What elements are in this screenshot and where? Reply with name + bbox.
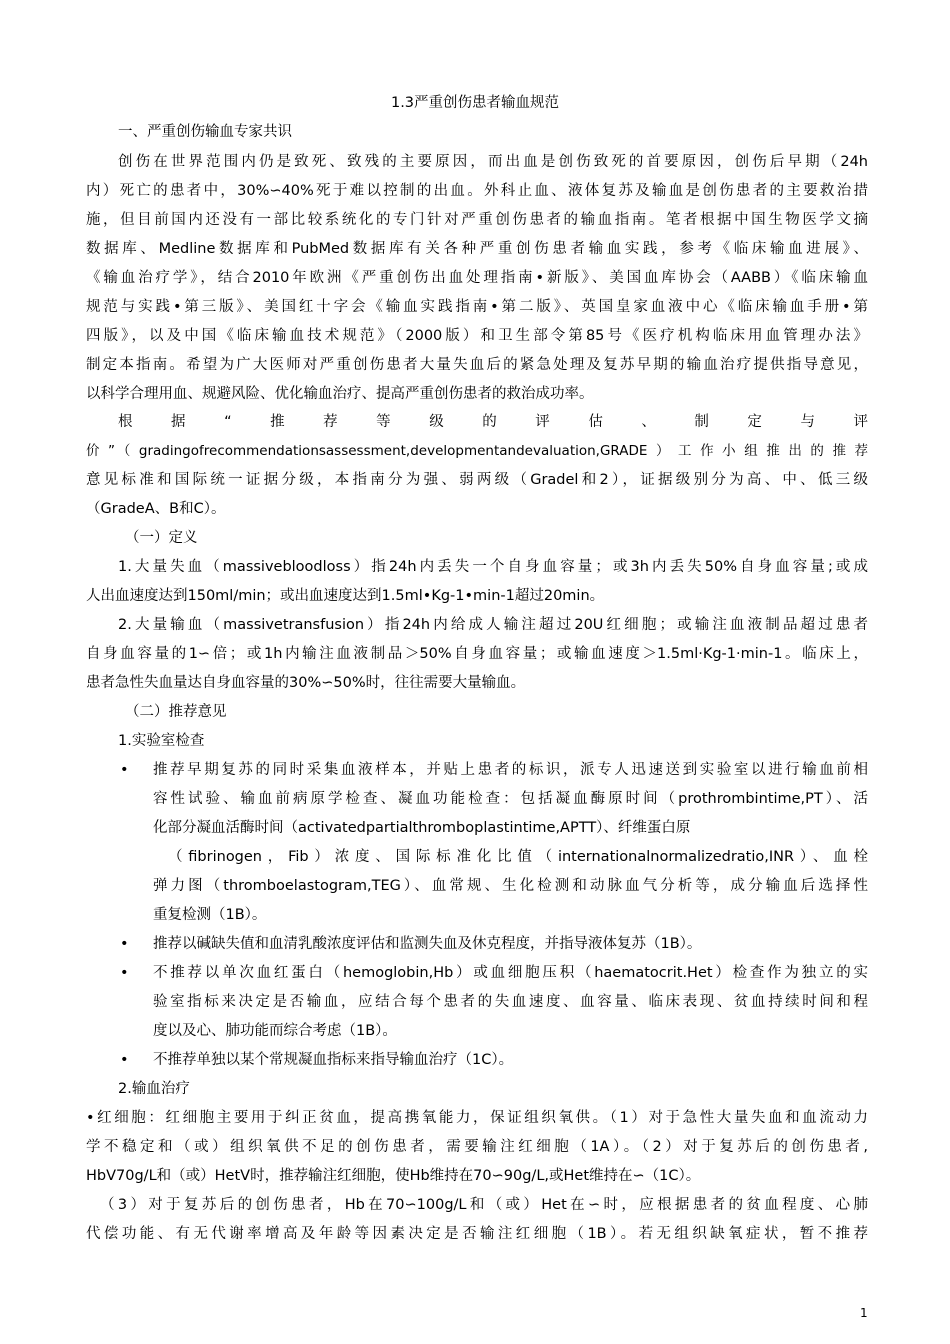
paragraph-line: 1.大量失血（massivebloodloss）指24h内丢失一个自身血容量；或3h内丢失50%自身血容量;或成: [118, 559, 868, 575]
bullet-line: 重复检测（1B）。: [153, 907, 267, 923]
bullet-marker: •: [120, 936, 129, 952]
paragraph-line: 价”（gradingofrecommendationsassessment,developmentandevaluation,GRADE）工作小组推出的推荐: [86, 443, 868, 459]
bullet-line: 不推荐以单次血红蛋白（hemoglobin,Hb）或血细胞压积（haematocrit.Het）检查作为独立的实: [153, 965, 868, 981]
paragraph-line: 规范与实践•第三版》、美国红十字会《输血实践指南•第二版》、英国皇家血液中心《临床输血手册•第: [86, 299, 868, 315]
paragraph-line: 制定本指南。希望为广大医师对严重创伤患者大量失血后的紧急处理及复苏早期的输血治疗提供指导意见，: [86, 357, 868, 373]
bullet-line: 推荐以碱缺失值和血清乳酸浓度评估和监测失血及休克程度，并指导液体复苏（1B）。: [153, 936, 702, 952]
paragraph-line: 根据“推荐等级的评估、制定与评: [118, 414, 868, 430]
bullet-line: 不推荐单独以某个常规凝血指标来指导输血治疗（1C）。: [153, 1052, 514, 1068]
document-title: 1.3严重创伤患者输血规范: [390, 95, 560, 111]
paragraph-line: （3）对于复苏后的创伤患者，Hb在70∽100g/L和（或）Het在∽时，应根据患者的贫血程度、心肺: [100, 1197, 868, 1213]
paragraph-line: 四版》，以及中国《临床输血技术规范》（2000版）和卫生部令第85号《医疗机构临床用血管理办法》: [86, 328, 868, 344]
bullet-line: 弹力图（thromboelastogram,TEG）、血常规、生化检测和动脉血气分析等，成分输血后选择性: [153, 878, 868, 894]
bullet-line: 推荐早期复苏的同时采集血液样本，并贴上患者的标识，派专人迅速送到实验室以进行输血前相: [153, 762, 868, 778]
bullet-marker: •: [120, 1052, 129, 1068]
subsection-heading: 2.输血治疗: [118, 1081, 190, 1097]
bullet-line: 度以及心、肺功能而综合考虑（1B）。: [153, 1023, 397, 1039]
paragraph-line: 2.大量输血（massivetransfusion）指24h内给成人输注超过20U红细胞；或输注血液制品超过患者: [118, 617, 868, 633]
paragraph-line: 数据库、Medline数据库和PubMed数据库有关各种严重创伤患者输血实践，参考《临床输血进展》、: [86, 241, 868, 257]
paragraph-line: 以科学合理用血、规避风险、优化输血治疗、提高严重创伤患者的救治成功率。: [86, 386, 594, 402]
paragraph-line: 患者急性失血量达自身血容量的30%∽50%时，往往需要大量输血。: [86, 675, 526, 691]
bullet-marker: •: [120, 965, 129, 981]
bullet-line: 验室指标来决定是否输血，应结合每个患者的失血速度、血容量、临床表现、贫血持续时间和程: [153, 994, 868, 1010]
paragraph-line: 施，但目前国内还没有一部比较系统化的专门针对严重创伤患者的输血指南。笔者根据中国生物医学文摘: [86, 212, 868, 228]
paragraph-line: 代偿功能、有无代谢率增高及年龄等因素决定是否输注红细胞（1B）。若无组织缺氧症状，暂不推荐: [86, 1226, 868, 1242]
bullet-marker: •: [120, 762, 129, 778]
subsection-heading: 1.实验室检查: [118, 733, 205, 749]
paragraph-line: 人出血速度达到150ml/min；或出血速度达到1.5ml•Kg-1•min-1超过20min。: [86, 588, 605, 604]
paragraph-line: 《输血治疗学》，结合2010年欧洲《严重创伤出血处理指南•新版》、美国血库协会（AABB）《临床输血: [86, 270, 868, 286]
paragraph-line: 创伤在世界范围内仍是致死、致残的主要原因，而出血是创伤致死的首要原因，创伤后早期（24h: [118, 154, 868, 170]
section-heading: 一、严重创伤输血专家共识: [118, 124, 292, 140]
paragraph-line: 意见标准和国际统一证据分级，本指南分为强、弱两级（Gradel和2），证据级别分为高、中、低三级: [86, 472, 868, 488]
paragraph-line: 自身血容量的1∽倍；或1h内输注血液制品＞50%自身血容量；或输血速度＞1.5ml·Kg-1·min-1。临床上，: [86, 646, 868, 662]
subsection-heading: （一）定义: [125, 530, 198, 546]
page-number: 1: [860, 1306, 868, 1320]
bullet-line: 化部分凝血活酶时间（activatedpartialthromboplastintime,APTT）、纤维蛋白原: [153, 820, 691, 836]
bullet-line: 容性试验、输血前病原学检查、凝血功能检查：包括凝血酶原时间（prothrombintime,PT）、活: [153, 791, 868, 807]
paragraph-line: （GradeA、B和C）。: [86, 501, 226, 517]
paragraph-line: 学不稳定和（或）组织氧供不足的创伤患者，需要输注红细胞（1A）。（2）对于复苏后的创伤患者,: [86, 1139, 868, 1155]
bullet-line: （fibrinogen，Fib）浓度、国际标准化比值（internationalnormalizedratio,INR）、血栓: [168, 849, 868, 865]
paragraph-line: HbV70g/L和（或）HetV时，推荐输注红细胞，使Hb维持在70∽90g/L,或Het维持在∽（1C）。: [86, 1168, 701, 1184]
paragraph-line: 内）死亡的患者中，30%∽40%死于难以控制的出血。外科止血、液体复苏及输血是创伤患者的主要救治措: [86, 183, 868, 199]
paragraph-line: •红细胞：红细胞主要用于纠正贫血，提高携氧能力，保证组织氧供。（1）对于急性大量失血和血流动力: [86, 1110, 868, 1126]
subsection-heading: （二）推荐意见: [125, 704, 227, 720]
